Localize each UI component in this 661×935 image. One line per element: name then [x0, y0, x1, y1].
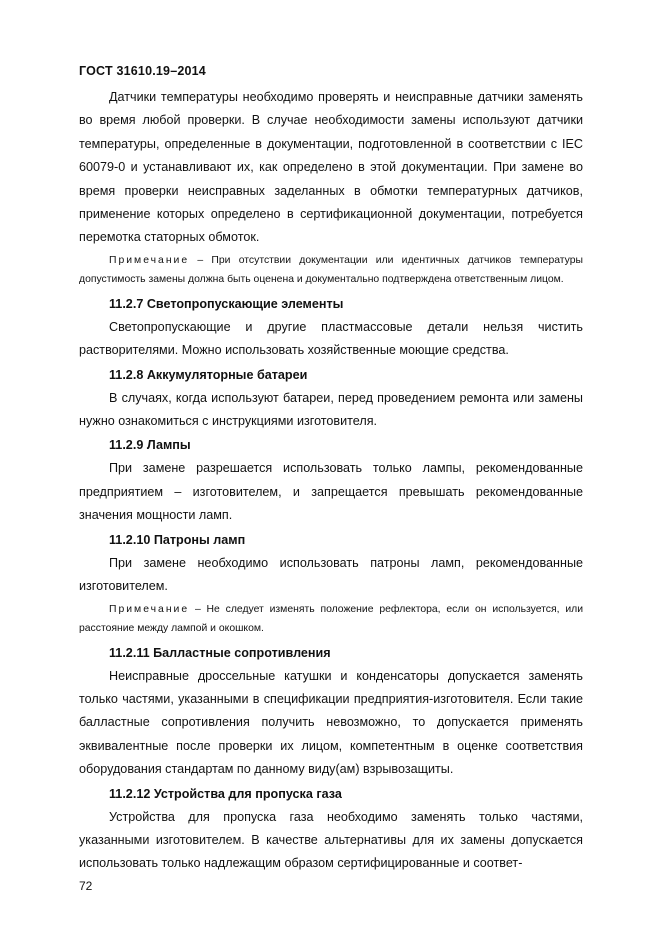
- section-heading-11-2-10: 11.2.10 Патроны ламп: [109, 532, 246, 547]
- paragraph-11-2-12: Устройства для пропуска газа необходимо заменять только частями, указанными изготовителем. В качестве альтернативы для их замены допускается использовать только надлежащим образом сертифицированные и соответ-: [79, 809, 583, 871]
- section-heading-11-2-12: 11.2.12 Устройства для пропуска газа: [109, 786, 342, 801]
- paragraph-11-2-7: Светопропускающие и другие пластмассовые детали нельзя чистить растворителями. Можно использовать хозяйственные моющие средства.: [79, 319, 583, 358]
- paragraph-temperature-sensors: Датчики температуры необходимо проверять и неисправные датчики заменять во время любой проверки. В случае необходимости замены используют датчики температуры, определенные в документации, подготовленной в соответствии с IEC 60079-0 и устанавливают их, как определено в этой документации. При замене во время проверки неисправных заделанных в обмотки температурных датчиков, применение которых определено в сертификационной документации, потребуется перемотка статорных обмоток.: [79, 90, 583, 245]
- note-label: Примечание: [109, 254, 190, 266]
- paragraph-11-2-8: В случаях, когда используют батареи, перед проведением ремонта или замены нужно ознакомиться с инструкциями изготовителя.: [79, 390, 583, 429]
- note-text: – Не следует изменять положение рефлектора, если он используется, или расстояние между лампой и окошком.: [79, 603, 583, 634]
- note-lamp-holders: [79, 600, 583, 639]
- paragraph-11-2-9: При замене разрешается использовать только лампы, рекомендованные предприятием – изготовителем, и запрещается превышать рекомендованные значения мощности ламп.: [79, 461, 583, 523]
- paragraph-11-2-11: Неисправные дроссельные катушки и конденсаторы допускается заменять только частями, указанными в спецификации предприятия-изготовителя. Если такие балластные сопротивления получить невозможно, то допускается применять эквивалентные после проверки их лицом, компетентным в оценке соответствия оборудования стандартам по данному виду(ам) взрывозащиты.: [79, 668, 583, 777]
- section-heading-11-2-9: 11.2.9 Лампы: [109, 438, 191, 453]
- standard-header: ГОСТ 31610.19–2014: [79, 64, 206, 78]
- page-number: 72: [79, 879, 93, 893]
- note-label: Примечание: [109, 603, 190, 615]
- paragraph-11-2-10: При замене необходимо использовать патроны ламп, рекомендованные изготовителем.: [79, 555, 583, 594]
- note-temperature-sensors: [79, 251, 583, 290]
- section-heading-11-2-11: 11.2.11 Балластные сопротивления: [109, 645, 331, 660]
- document-body: [79, 86, 583, 876]
- note-text: – При отсутствии документации или идентичных датчиков температуры допустимость замены должна быть оценена и документально подтверждена ответственным лицом.: [79, 254, 583, 286]
- section-heading-11-2-7: 11.2.7 Светопропускающие элементы: [109, 296, 344, 311]
- section-heading-11-2-8: 11.2.8 Аккумуляторные батареи: [109, 367, 308, 382]
